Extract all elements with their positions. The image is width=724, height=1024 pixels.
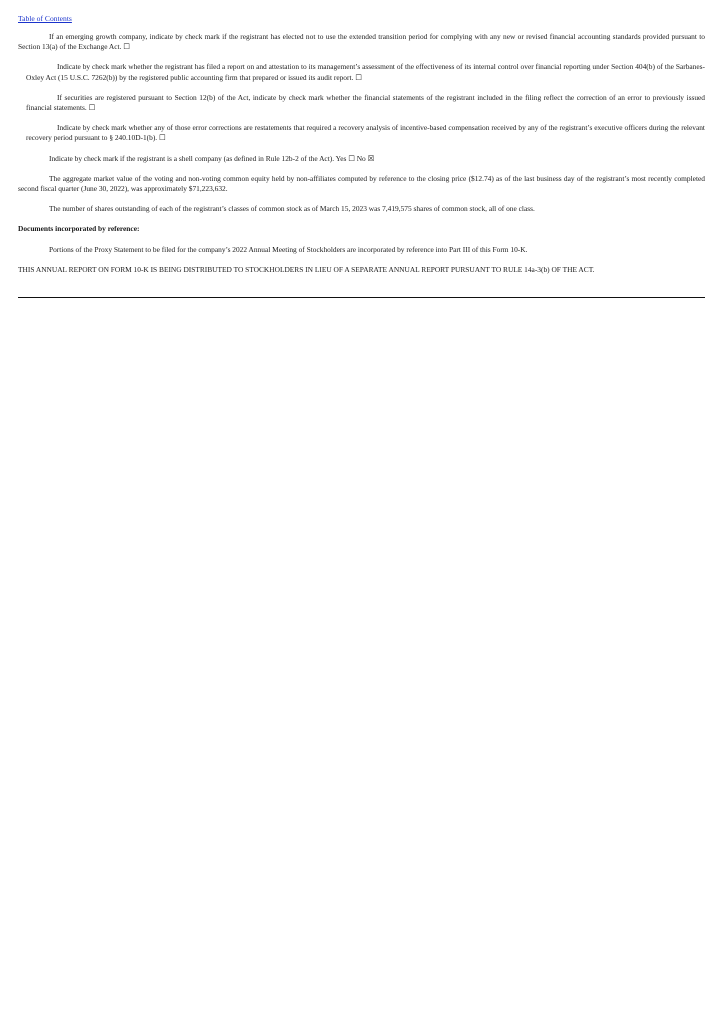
market-value-paragraph: The aggregate market value of the voting and non-voting common equity held by non-affiliates computed by reference to the closing price ($12.74) as of the last business day of the registrant’s most recently completed second fiscal quarter (June 30, 2022), was approximately $71,223,632.: [18, 173, 705, 194]
document-page: [18, 8, 705, 298]
internal-control-paragraph: Indicate by check mark whether the registrant has filed a report on and attestation to its management’s assessment of the effectiveness of its internal control over financial reporting under Section 404(b) of the Sarbanes-Oxley Act (15 U.S.C. 7262(b)) by the registered public accounting firm that prepared or issued its audit report. ☐: [26, 62, 705, 82]
shares-outstanding-paragraph: The number of shares outstanding of each of the registrant’s classes of common stock as of March 15, 2023 was 7,419,575 shares of common stock, all of one class.: [49, 204, 535, 214]
shell-company-paragraph: Indicate by check mark if the registrant is a shell company (as defined in Rule 12b-2 of the Act). Yes ☐ No ☒: [49, 153, 375, 163]
table-of-contents-link[interactable]: Table of Contents: [18, 14, 72, 23]
documents-incorporated-heading: Documents incorporated by reference:: [18, 224, 140, 234]
error-correction-paragraph: If securities are registered pursuant to Section 12(b) of the Act, indicate by check mark whether the financial statements of the registrant included in the filing reflect the correction of an error to previously issued financial statements. ☐: [26, 92, 705, 113]
emerging-growth-paragraph: If an emerging growth company, indicate by check mark if the registrant has elected not to use the extended transition period for complying with any new or revised financial accounting standards provided pursuant to Section 13(a) of the Exchange Act. ☐: [18, 32, 705, 52]
annual-report-notice: THIS ANNUAL REPORT ON FORM 10-K IS BEING DISTRIBUTED TO STOCKHOLDERS IN LIEU OF A SEPARATE ANNUAL REPORT PURSUANT TO RULE 14a-3(b) OF THE ACT.: [18, 264, 595, 274]
horizontal-rule: [18, 297, 705, 298]
proxy-statement-paragraph: Portions of the Proxy Statement to be filed for the company’s 2022 Annual Meeting of Stockholders are incorporated by reference into Part III of this Form 10-K.: [49, 244, 528, 254]
recovery-analysis-paragraph: Indicate by check mark whether any of those error corrections are restatements that required a recovery analysis of incentive-based compensation received by any of the registrant’s executive officers during the relevant recovery period pursuant to § 240.10D-1(b). ☐: [26, 123, 705, 143]
